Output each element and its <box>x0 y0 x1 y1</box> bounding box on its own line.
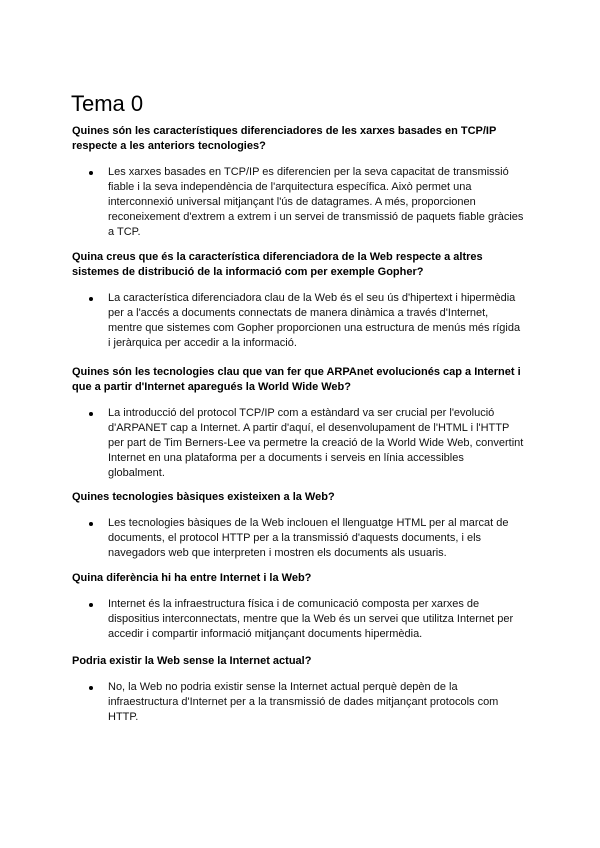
bullet-icon <box>89 522 93 526</box>
answer-bullet-item <box>72 406 542 481</box>
answer-line: a TCP. <box>108 226 141 238</box>
answer-bullet-item <box>72 516 542 561</box>
question-heading <box>72 654 542 669</box>
answer-bullet-item <box>72 165 542 240</box>
qa-section <box>72 654 542 725</box>
answer-line: No, la Web no podria existir sense la Internet actual perquè depèn de la <box>108 681 458 693</box>
bullet-icon <box>89 297 93 301</box>
question-line: Quina diferència hi ha entre Internet i la Web? <box>72 572 312 584</box>
answer-bullet-item <box>72 680 542 725</box>
bullet-icon <box>89 603 93 607</box>
question-line: Podria existir la Web sense la Internet actual? <box>72 655 312 667</box>
answer-line: per a l'accés a documents connectats de manera dinàmica a través d'Internet, <box>108 307 489 319</box>
answer-line: accedir i compartir informació mitjançant documents hipermèdia. <box>108 628 423 640</box>
answer-line: infraestructura d'Internet per a la transmissió de dades mitjançant protocols com <box>108 696 499 708</box>
bullet-icon <box>89 171 93 175</box>
answer-line: La característica diferenciadora clau de la Web és el seu ús d'hipertext i hipermèdia <box>108 292 516 304</box>
qa-section <box>72 365 542 481</box>
answer-line: Les tecnologies bàsiques de la Web inclouen el llenguatge HTML per al marcat de <box>108 517 509 529</box>
question-line: sistemes de distribució de la informació com per exemple Gopher? <box>72 266 424 278</box>
question-line: Quines tecnologies bàsiques existeixen a la Web? <box>72 491 335 503</box>
question-heading <box>72 124 542 154</box>
answer-line: reconeixement d'extrem a extrem i un servei de transmissió de paquets fiable gràcies <box>108 211 524 223</box>
qa-section <box>72 490 542 561</box>
answer-line: d'ARPANET cap a Internet. A partir d'aquí, el desenvolupament de l'HTML i l'HTTP <box>108 422 510 434</box>
answer-line: Internet en una plataforma per a documents i serveis en línia accessibles <box>108 452 464 464</box>
answer-line: Internet és la infraestructura física i de comunicació composta per xarxes de <box>108 598 480 610</box>
question-heading <box>72 365 542 395</box>
question-line: Quines són les característiques diferenciadores de les xarxes basades en TCP/IP <box>72 125 497 137</box>
question-heading <box>72 571 542 586</box>
answer-line: Les xarxes basades en TCP/IP es diferencien per la seva capacitat de transmissió <box>108 166 509 178</box>
answer-line: navegadors web que interpreten i mostren els documents als usuaris. <box>108 547 447 559</box>
question-line: que a partir d'Internet aparegués la World Wide Web? <box>72 381 351 393</box>
answer-bullet-item <box>72 291 542 351</box>
answer-line: HTTP. <box>108 711 139 723</box>
qa-section <box>72 571 542 642</box>
answer-line: documents, el protocol HTTP per a la transmissió d'aquests documents, i els <box>108 532 482 544</box>
question-heading <box>72 490 542 505</box>
answer-line: interconnexió universal mitjançant l'ús de datagrames. A més, proporcionen <box>108 196 476 208</box>
bullet-icon <box>89 412 93 416</box>
question-line: respecte a les anteriors tecnologies? <box>72 140 266 152</box>
question-line: Quines són les tecnologies clau que van fer que ARPAnet evolucionés cap a Internet i <box>72 366 521 378</box>
answer-line: i jeràrquica per accedir a la informació. <box>108 337 297 349</box>
question-heading <box>72 250 542 280</box>
answer-line: dispositius interconnectats, mentre que la Web és un servei que utilitza Internet per <box>108 613 514 625</box>
qa-section <box>72 250 542 351</box>
document-title: Tema 0 <box>71 91 144 116</box>
bullet-icon <box>89 686 93 690</box>
answer-line: globalment. <box>108 467 165 479</box>
qa-section <box>72 124 542 240</box>
answer-line: La introducció del protocol TCP/IP com a estàndard va ser crucial per l'evolució <box>108 407 495 419</box>
answer-line: mentre que sistemes com Gopher proporcionen una estructura de menús més rígida <box>108 322 521 334</box>
answer-bullet-item <box>72 597 542 642</box>
question-line: Quina creus que és la característica diferenciadora de la Web respecte a altres <box>72 251 483 263</box>
answer-line: fiable i la seva independència de l'arquitectura específica. Això permet una <box>108 181 472 193</box>
answer-line: per part de Tim Berners-Lee va permetre la creació de la World Wide Web, convertint <box>108 437 524 449</box>
